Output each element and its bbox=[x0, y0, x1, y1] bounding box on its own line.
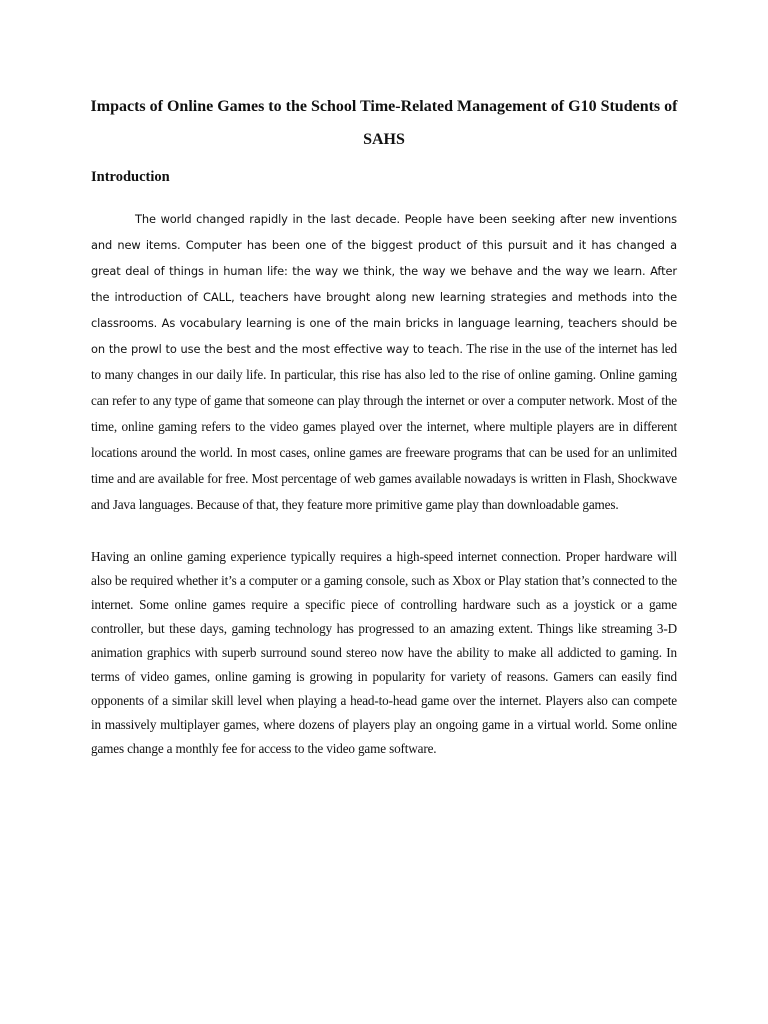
paragraph-2: Having an online gaming experience typically requires a high-speed internet connection. Proper hardware will also be required whether it’s a computer or a gaming console, such as Xbox or Play station that’s connected to the internet. Some online games require a specific piece of controlling hardware such as a joystick or a game controller, but these days, gaming technology has progressed to an amazing extent. Things like streaming 3-D animation graphics with superb surround sound stereo now have the ability to make all addicted to gaming. In terms of video games, online gaming is growing in popularity for variety of reasons. Gamers can easily find opponents of a similar skill level when playing a head-to-head game over the internet. Players also can compete in massively multiplayer games, where dozens of players play an ongoing game in a virtual world. Some online games change a monthly fee for access to the video game software. bbox=[91, 549, 677, 756]
paragraph-1-rest-text: The rise in the use of the internet has led to many changes in our daily life. In particular, this rise has also led to the rise of online gaming. Online gaming can refer to any type of game that someone can play through the internet or over a computer network. Most of the time, online gaming refers to the video games played over the internet, where multiple players are in different locations around the world. In most cases, online games are freeware programs that can be used for an unlimited time and are available for free. Most percentage of web games available nowadays is written in Flash, Shockwave and Java languages. Because of that, they feature more primitive game play than downloadable games. bbox=[91, 341, 677, 512]
section-heading-introduction: Introduction bbox=[91, 169, 170, 185]
document-title: Impacts of Online Games to the School Time-Related Management of G10 Students of SAHS bbox=[90, 98, 678, 148]
paragraph-1-lead-text: The world changed rapidly in the last decade. People have been seeking after new inventions and new items. Computer has been one of the biggest product of this pursuit and it has changed a great deal of things in human life: the way we think, the way we behave and the way we learn. After the introduction of CALL, teachers have brought along new learning strategies and methods into the classrooms. As vocabulary learning is one of the main bricks in language learning, teachers should be on the prowl to use the best and the most effective way to teach. bbox=[91, 212, 677, 356]
paragraph-1 bbox=[91, 206, 677, 518]
